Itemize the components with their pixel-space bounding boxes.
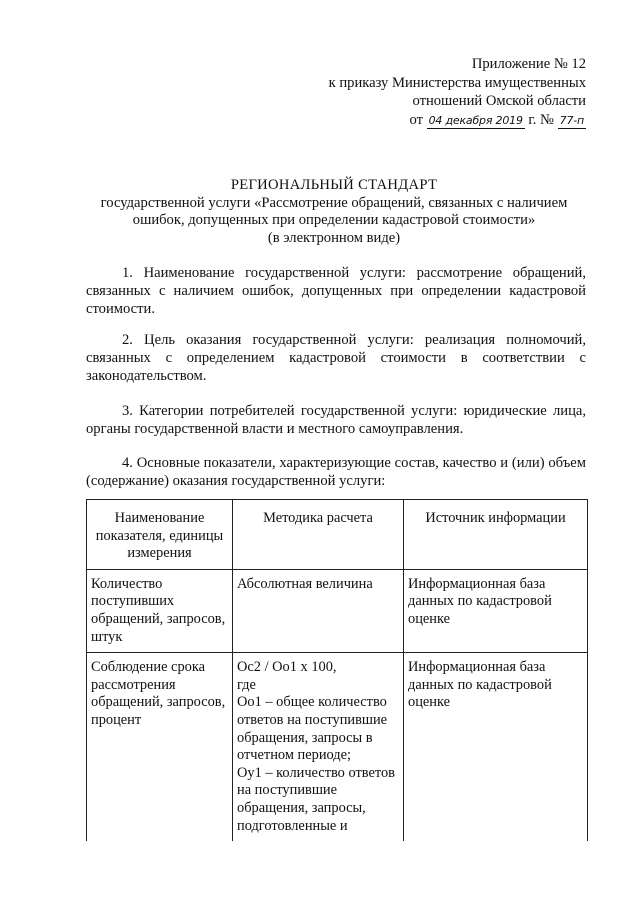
header-source: Источник информации (404, 500, 588, 570)
date-suffix: г. № (528, 111, 554, 128)
paragraph-3 (86, 403, 586, 439)
table-row (87, 569, 588, 652)
paragraph-4-text: 4. Основные показатели, характеризующие состав, качество и (или) объем (содержание) оказания государственной услуги: (86, 455, 586, 489)
header-indicator-name: Наименование показателя, единицы измерения (87, 500, 233, 570)
row-2-definition-2: Оу1 – количество ответов на поступившие обращения, запросы, подготовленные и (237, 764, 395, 834)
title-main: РЕГИОНАЛЬНЫЙ СТАНДАРТ (230, 177, 438, 193)
row-2-formula: Ос2 / Оо1 х 100, (237, 659, 337, 676)
indicators-table (86, 499, 588, 841)
appendix-number: Приложение № 12 (471, 56, 586, 72)
handwritten-date: 04 декабря 2019 (428, 113, 523, 127)
row-2-name: Соблюдение срока рассмотрения обращений, запросов, процент (87, 653, 233, 841)
header-method: Методика расчета (233, 500, 404, 570)
row-1-name: Количество поступивших обращений, запросов, штук (87, 569, 233, 652)
appendix-header (329, 55, 586, 129)
date-prefix: от (409, 111, 423, 128)
title-line-3: ошибок, допущенных при определении кадастровой стоимости» (132, 212, 536, 228)
paragraph-2 (86, 332, 586, 385)
handwritten-order-number: 77-п (559, 113, 584, 127)
paragraph-1-text: 1. Наименование государственной услуги: рассмотрение обращений, связанных с наличием ошибок, допущенных при определении кадастровой стоимости. (86, 265, 586, 317)
table-row (87, 653, 588, 841)
paragraph-1 (86, 265, 586, 318)
row-2-method (233, 653, 404, 841)
paragraph-3-text: 3. Категории потребителей государственной услуги: юридические лица, органы государственной власти и местного самоуправления. (86, 403, 586, 437)
table-header-row (87, 500, 588, 570)
row-2-definition-1: Оо1 – общее количество ответов на поступившие обращения, запросы в отчетном периоде; (237, 694, 388, 764)
row-2-where: где (237, 676, 256, 693)
document-title (84, 177, 584, 247)
title-line-4: (в электронном виде) (267, 229, 401, 246)
paragraph-4 (86, 455, 586, 491)
row-1-method: Абсолютная величина (233, 569, 404, 652)
appendix-date-line (329, 111, 586, 130)
appendix-ministry: отношений Омской области (412, 93, 586, 109)
row-2-source: Информационная база данных по кадастровой оценке (404, 653, 588, 841)
row-1-source: Информационная база данных по кадастровой оценке (404, 569, 588, 652)
paragraph-2-text: 2. Цель оказания государственной услуги: реализация полномочий, связанных с определением кадастровой стоимости в соответствии с законодательством. (86, 332, 586, 384)
appendix-order-ref: к приказу Министерства имущественных (328, 74, 586, 91)
title-line-2: государственной услуги «Рассмотрение обращений, связанных с наличием (100, 194, 568, 211)
